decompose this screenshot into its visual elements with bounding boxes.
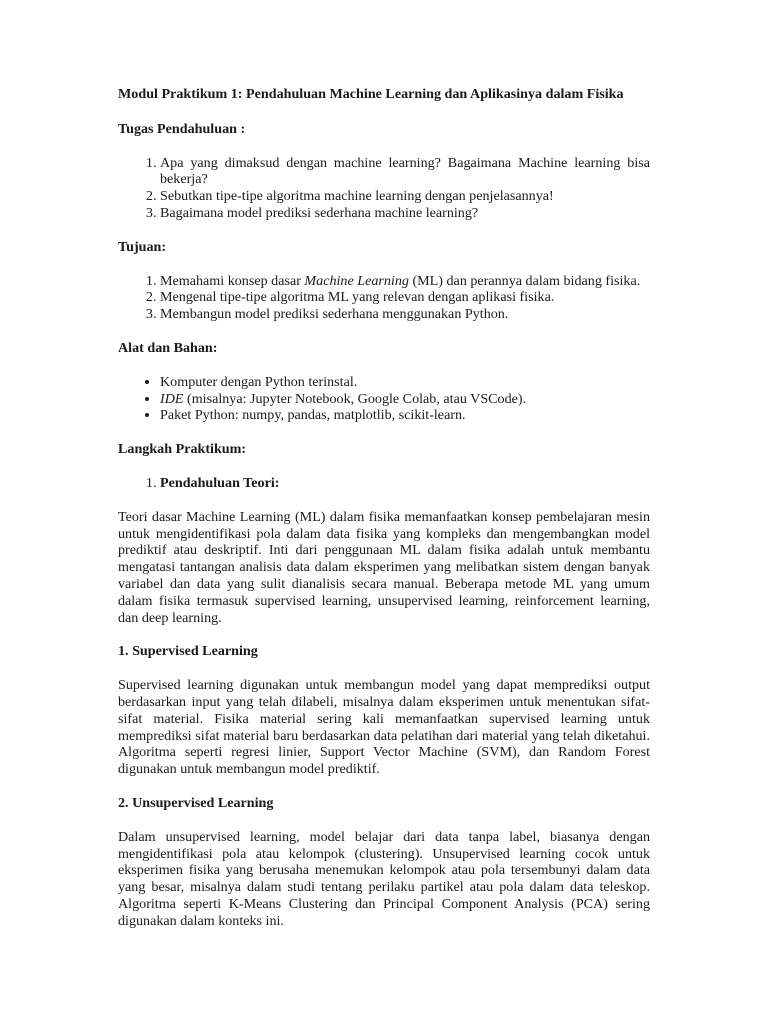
alat-item-2-post: (misalnya: Jupyter Notebook, Google Colab, atau VSCode). [183,390,527,407]
supervised-heading: 1. Supervised Learning [118,643,258,660]
tugas-list [118,155,650,222]
alat-item-3: • Paket Python: numpy, pandas, matplotlib, scikit-learn. [160,407,650,424]
alat-item-2-term: IDE [160,390,184,407]
unsupervised-heading: 2. Unsupervised Learning [118,794,274,811]
tugas-item-2: 2. Sebutkan tipe-tipe algoritma machine learning dengan penjelasannya! [160,188,650,205]
langkah-item-1-label: Pendahuluan Teori: [160,474,280,491]
tugas-item-3: 3. Bagaimana model prediksi sederhana machine learning? [160,205,650,222]
alat-heading: Alat dan Bahan: [118,339,218,356]
langkah-heading: Langkah Praktikum: [118,441,247,458]
unsupervised-paragraph: Dalam unsupervised learning, model belajar dari data tanpa label, biasanya dengan mengidentifikasi pola atau kelompok (clustering). Unsupervised learning cocok untuk eksperimen fisika yang berusaha menemukan kelompok atau pola tersembunyi dalam data yang besar, misalnya dalam studi tentang perilaku partikel atau pola dalam data teleskop. Algoritma seperti K-Means Clustering dan Principal Component Analysis (PCA) sering digunakan dalam konteks ini. [118,828,650,929]
tujuan-heading: Tujuan: [118,238,167,255]
tugas-heading: Tugas Pendahuluan : [118,120,246,137]
document-page [118,86,650,946]
teori-paragraph: Teori dasar Machine Learning (ML) dalam fisika memanfaatkan konsep pembelajaran mesin untuk mengidentifikasi pola dalam data fisika yang kompleks dan mengembangkan model prediktif atau deskriptif. Inti dari penggunaan ML dalam fisika adalah untuk membantu mengatasi tantangan analisis data dalam eksperimen yang melibatkan sistem dengan banyak variabel dan data yang sulit dianalisis secara manual. Beberapa metode ML yang umum dalam fisika termasuk supervised learning, unsupervised learning, reinforcement learning, dan deep learning. [118,508,650,626]
alat-list [118,374,650,424]
tujuan-item-1-term: Machine Learning [304,272,409,289]
tujuan-item-1-pre: Memahami konsep dasar [160,272,305,289]
langkah-item-1 [160,475,650,492]
langkah-list [118,475,650,492]
tujuan-item-1-post: (ML) dan perannya dalam bidang fisika. [408,272,641,289]
tujuan-list [118,273,650,323]
tujuan-item-2: 2. Mengenal tipe-tipe algoritma ML yang relevan dengan aplikasi fisika. [160,289,650,306]
document-title: Modul Praktikum 1: Pendahuluan Machine Learning dan Aplikasinya dalam Fisika [118,86,624,102]
tugas-item-1: 1. Apa yang dimaksud dengan machine learning? Bagaimana Machine learning bisa bekerja? [160,155,650,189]
tujuan-item-3: 3. Membangun model prediksi sederhana menggunakan Python. [160,306,650,323]
alat-item-1: • Komputer dengan Python terinstal. [160,374,650,391]
supervised-paragraph: Supervised learning digunakan untuk membangun model yang dapat memprediksi output berdasarkan input yang telah dilabeli, misalnya dalam eksperimen untuk menentukan sifat-sifat material. Fisika material sering kali memanfaatkan supervised learning untuk memprediksi sifat material baru berdasarkan data pelatihan dari material yang telah diketahui. Algoritma seperti regresi linier, Support Vector Machine (SVM), dan Random Forest digunakan untuk membangun model prediktif. [118,677,650,778]
tujuan-item-1 [160,273,650,290]
alat-item-2 [160,391,650,408]
